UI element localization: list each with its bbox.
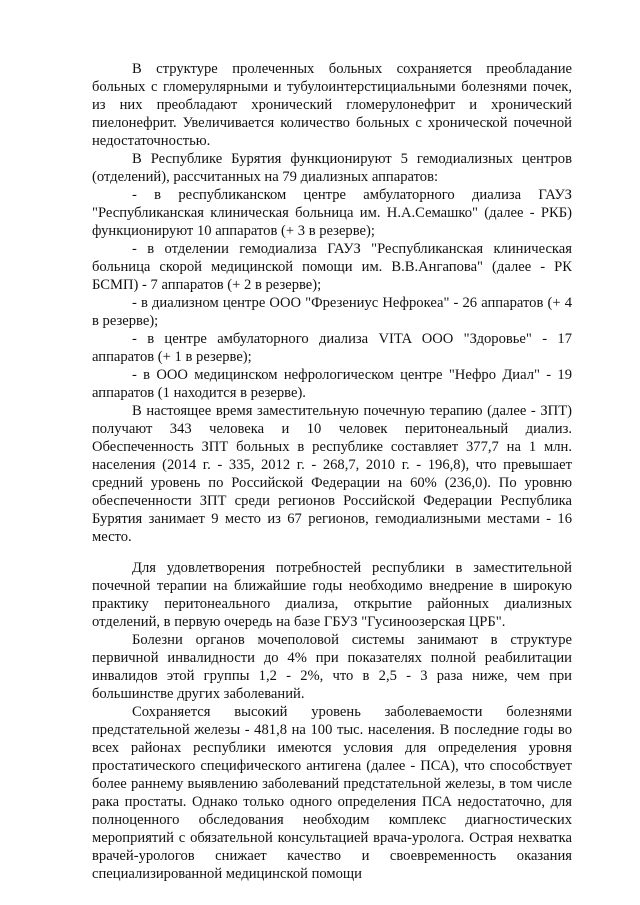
list-item-vita-center: - в центре амбулаторного диализа VITA ООО "Здоровье" - 17 аппаратов (+ 1 в резерве); — [92, 331, 572, 365]
list-item-rkb-center: - в республиканском центре амбулаторного диализа ГАУЗ "Республиканская клиническая больница им. Н.А.Семашко" (далее - РКБ) функционируют 10 аппаратов (+ 3 в резерве); — [92, 187, 572, 239]
paragraph-structure-of-patients: В структуре пролеченных больных сохраняется преобладание больных с гломерулярными и тубулоинтерстициальными болезнями почек, из них преобладают хронический гломерулонефрит и хронический пиелонефрит. Увеличивается количество больных с хронической почечной недостаточностью. — [92, 61, 572, 149]
list-item-fresenius-center: - в диализном центре ООО "Фрезениус Нефрокеа" - 26 аппаратов (+ 4 в резерве); — [92, 295, 572, 329]
document-body — [92, 60, 572, 883]
paragraph-prostate-disease: Сохраняется высокий уровень заболеваемости болезнями предстательной железы - 481,8 на 100 тыс. населения. В последние годы во всех районах республики имеются условия для определения уровня простатического специфического антигена (далее - ПСА), что способствует более раннему выявлению заболеваний предстательной железы, в том числе рака простаты. Однако только одного определения ПСА недостаточно, для полноценного обследования необходим комплекс диагностических мероприятий с обязательной консультацией врача-уролога. Острая нехватка врачей-урологов снижает качество и своевременность оказания специализированной медицинской помощи — [92, 704, 572, 882]
list-item-rk-bsmp-department: - в отделении гемодиализа ГАУЗ "Республиканская клиническая больница скорой медицинской помощи им. В.В.Ангапова" (далее - РК БСМП) - 7 аппаратов (+ 2 в резерве); — [92, 241, 572, 293]
list-item-nefro-dial-center: - в ООО медицинском нефрологическом центре "Нефро Диал" - 19 аппаратов (1 находится в резерве). — [92, 367, 572, 401]
paragraph-peritoneal-dialysis-needs: Для удовлетворения потребностей республики в заместительной почечной терапии на ближайшие годы необходимо внедрение в широкую практику перитонеального диализа, открытие районных диализных отделений, в первую очередь на базе ГБУЗ "Гусиноозерская ЦРБ". — [92, 560, 572, 630]
paragraph-hemodialysis-centers: В Республике Бурятия функционируют 5 гемодиализных центров (отделений), рассчитанных на 79 диализных аппаратов: — [92, 151, 572, 185]
paragraph-renal-replacement-therapy: В настоящее время заместительную почечную терапию (далее - ЗПТ) получают 343 человека и 10 человек перитонеальный диализ. Обеспеченность ЗПТ больных в республике составляет 377,7 на 1 млн. населения (2014 г. - 335, 2012 г. - 268,7, 2010 г. - 196,8), что превышает средний уровень по Российской Федерации на 60% (236,0). По уровню обеспеченности ЗПТ среди регионов Российской Федерации Республика Бурятия занимает 9 место из 67 регионов, гемодиализными местами - 16 место. — [92, 403, 572, 545]
paragraph-genitourinary-disability: Болезни органов мочеполовой системы занимают в структуре первичной инвалидности до 4% при показателях полной реабилитации инвалидов этой группы 1,2 - 2%, что в 2,5 - 3 раза ниже, чем при большинстве других заболеваний. — [92, 632, 572, 702]
